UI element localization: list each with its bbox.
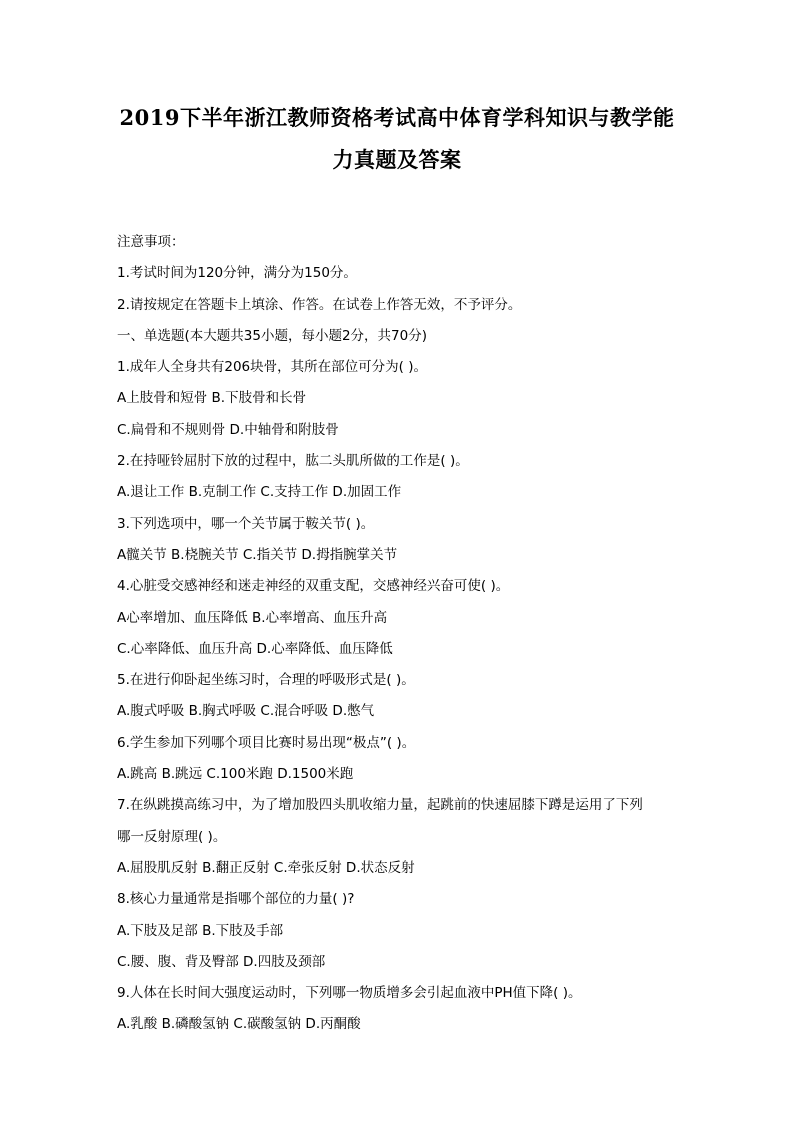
question-8: 8.核心力量通常是指哪个部位的力量( )? <box>117 891 355 908</box>
document-title-line-1: 2019下半年浙江教师资格考试高中体育学科知识与教学能 <box>119 105 675 130</box>
question-6: 6.学生参加下列哪个项目比赛时易出现“极点”( )。 <box>117 734 416 751</box>
question-5: 5.在进行仰卧起坐练习时，合理的呼吸形式是( )。 <box>117 672 415 689</box>
question-1-options-a: A上肢骨和短骨 B.下肢骨和长骨 <box>117 390 307 407</box>
document-body <box>117 227 697 1041</box>
question-3-options: A髋关节 B.桡腕关节 C.指关节 D.拇指腕掌关节 <box>117 546 398 563</box>
document-title-line-2: 力真题及答案 <box>332 147 462 172</box>
question-5-options: A.腹式呼吸 B.胸式呼吸 C.混合呼吸 D.憋气 <box>117 703 375 720</box>
question-6-options: A.跳高 B.跳远 C.100米跑 D.1500米跑 <box>117 766 354 783</box>
question-9-options: A.乳酸 B.磷酸氢钠 C.碳酸氢钠 D.丙酮酸 <box>117 1016 361 1033</box>
question-1-options-b: C.扁骨和不规则骨 D.中轴骨和附肢骨 <box>117 421 339 438</box>
question-4-options-b: C.心率降低、血压升高 D.心率降低、血压降低 <box>117 640 393 657</box>
question-7-part-1: 7.在纵跳摸高练习中，为了增加股四头肌收缩力量，起跳前的快速屈膝下蹲是运用了下列 <box>117 797 643 814</box>
question-8-options-a: A.下肢及足部 B.下肢及手部 <box>117 922 284 939</box>
question-7-options: A.屈股肌反射 B.翻正反射 C.牵张反射 D.状态反射 <box>117 859 415 876</box>
question-1: 1.成年人全身共有206块骨，其所在部位可分为( )。 <box>117 359 427 376</box>
question-3: 3.下列选项中，哪一个关节属于鞍关节( )。 <box>117 515 375 532</box>
notice-heading: 注意事项： <box>117 234 185 250</box>
question-4-options-a: A心率增加、血压降低 B.心率增高、血压升高 <box>117 609 388 626</box>
notice-item-1: 1.考试时间为120分钟，满分为150分。 <box>117 265 357 282</box>
question-7-part-2: 哪一反射原理( )。 <box>117 828 227 845</box>
question-8-options-b: C.腰、腹、背及臀部 D.四肢及颈部 <box>117 953 326 970</box>
question-4: 4.心脏受交感神经和迷走神经的双重支配，交感神经兴奋可使( )。 <box>117 578 510 595</box>
question-2-options: A.退让工作 B.克制工作 C.支持工作 D.加固工作 <box>117 484 402 501</box>
notice-item-2: 2.请按规定在答题卡上填涂、作答。在试卷上作答无效，不予评分。 <box>117 296 522 313</box>
section-heading: 一、单选题(本大题共35小题，每小题2分，共70分) <box>117 327 427 344</box>
question-9: 9.人体在长时间大强度运动时，下列哪一物质增多会引起血液中PH值下降( )。 <box>117 985 582 1002</box>
question-2: 2.在持哑铃屈肘下放的过程中，肱二头肌所做的工作是( )。 <box>117 453 469 470</box>
